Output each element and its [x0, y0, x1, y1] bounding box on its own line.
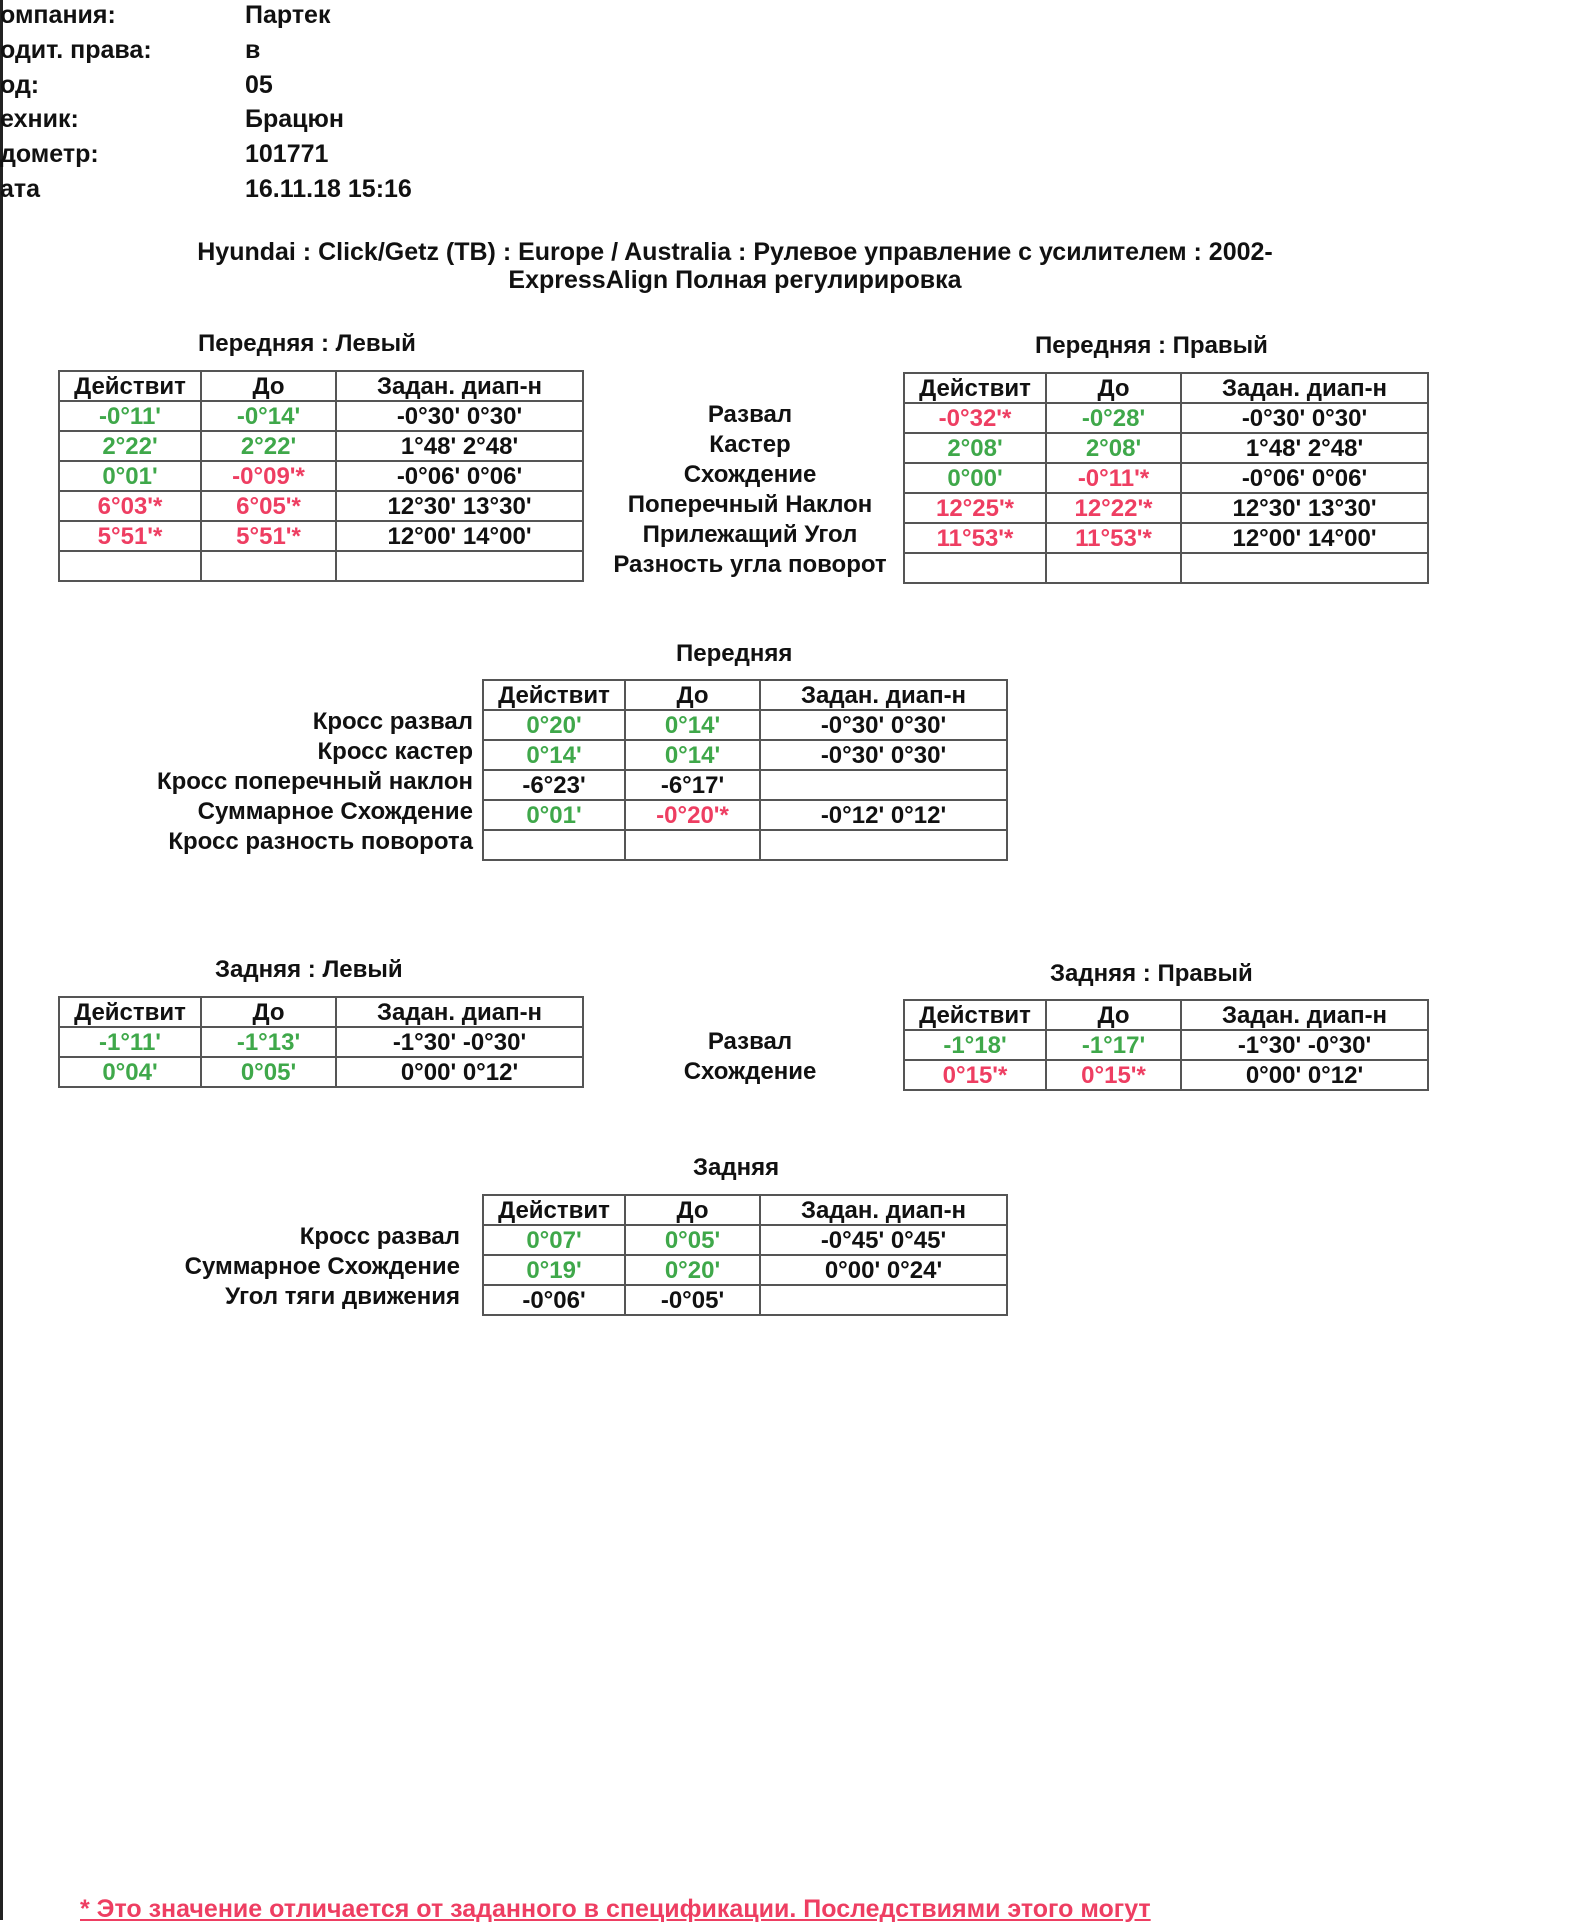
- before-value-cell: 0°15'*: [1046, 1060, 1181, 1090]
- header-label: дометр:: [0, 140, 99, 168]
- actual-value-cell: 11°53'*: [904, 523, 1046, 553]
- actual-value-cell: [483, 830, 625, 860]
- header-value: 05: [245, 71, 273, 99]
- actual-value-cell: -0°06': [483, 1285, 625, 1315]
- actual-value-cell: 0°00': [904, 463, 1046, 493]
- col-header-actual: Действит: [59, 997, 201, 1027]
- table-row: [59, 1057, 583, 1087]
- front-axle-labels: [80, 707, 473, 857]
- actual-value-cell: 5°51'*: [59, 521, 201, 551]
- table-row: [904, 463, 1428, 493]
- actual-value-cell: 12°25'*: [904, 493, 1046, 523]
- before-value-cell: -0°14': [201, 401, 336, 431]
- spec-range-cell: -1°30' -0°30': [336, 1027, 583, 1057]
- spec-range-cell: -0°12' 0°12': [760, 800, 1007, 830]
- spec-range-cell: [760, 1285, 1007, 1315]
- col-header-before: До: [1046, 1000, 1181, 1030]
- table-row: [904, 553, 1428, 583]
- rear-parameter-labels: [590, 1027, 910, 1087]
- col-header-actual: Действит: [904, 373, 1046, 403]
- before-value-cell: 5°51'*: [201, 521, 336, 551]
- actual-value-cell: 2°08': [904, 433, 1046, 463]
- before-value-cell: [625, 830, 760, 860]
- spec-range-cell: 0°00' 0°12': [1181, 1060, 1428, 1090]
- parameter-label: Кросс развал: [299, 1223, 460, 1250]
- table-row: [59, 431, 583, 461]
- col-header-spec: Задан. диап-н: [760, 1195, 1007, 1225]
- table-header-row: [483, 680, 1007, 710]
- spec-range-cell: 12°30' 13°30': [1181, 493, 1428, 523]
- parameter-label: Суммарное Схождение: [197, 798, 473, 825]
- before-value-cell: -0°05': [625, 1285, 760, 1315]
- parameter-label: Угол тяги движения: [225, 1283, 460, 1310]
- actual-value-cell: 0°04': [59, 1057, 201, 1087]
- actual-value-cell: -0°32'*: [904, 403, 1046, 433]
- parameter-label: Развал: [707, 1028, 793, 1055]
- header-label: омпания:: [0, 1, 116, 29]
- parameter-label: Кастер: [709, 431, 791, 458]
- parameter-label: Схождение: [683, 1058, 817, 1085]
- parameter-label: Схождение: [683, 461, 817, 488]
- header-label: ехник:: [0, 105, 79, 133]
- parameter-label: Суммарное Схождение: [184, 1253, 460, 1280]
- before-value-cell: [201, 551, 336, 581]
- parameter-label: Кросс разность поворота: [168, 828, 473, 855]
- spec-range-cell: 0°00' 0°12': [336, 1057, 583, 1087]
- spec-range-cell: -0°45' 0°45': [760, 1225, 1007, 1255]
- spec-range-cell: [760, 830, 1007, 860]
- before-value-cell: -1°17': [1046, 1030, 1181, 1060]
- actual-value-cell: -1°11': [59, 1027, 201, 1057]
- rear-axle-title: Задняя: [693, 1154, 780, 1181]
- table-header-row: [59, 371, 583, 401]
- rear-axle-table: [482, 1194, 1008, 1316]
- actual-value-cell: 0°20': [483, 710, 625, 740]
- actual-value-cell: 0°01': [59, 461, 201, 491]
- parameter-label: Прилежащий Угол: [642, 521, 858, 548]
- before-value-cell: 0°14': [625, 740, 760, 770]
- table-header-row: [904, 373, 1428, 403]
- footnote-text: * Это значение отличается от заданного в спецификации. Последствиями этого могут: [80, 1895, 1151, 1923]
- actual-value-cell: 0°14': [483, 740, 625, 770]
- actual-value-cell: 2°22': [59, 431, 201, 461]
- before-value-cell: 6°05'*: [201, 491, 336, 521]
- actual-value-cell: 0°07': [483, 1225, 625, 1255]
- col-header-spec: Задан. диап-н: [336, 371, 583, 401]
- table-row: [59, 461, 583, 491]
- before-value-cell: -0°11'*: [1046, 463, 1181, 493]
- parameter-label: Кросс кастер: [317, 738, 473, 765]
- spec-range-cell: 12°30' 13°30': [336, 491, 583, 521]
- col-header-before: До: [201, 371, 336, 401]
- col-header-before: До: [625, 1195, 760, 1225]
- spec-range-cell: -0°30' 0°30': [336, 401, 583, 431]
- before-value-cell: 2°22': [201, 431, 336, 461]
- spec-range-cell: 12°00' 14°00': [336, 521, 583, 551]
- col-header-before: До: [201, 997, 336, 1027]
- col-header-actual: Действит: [904, 1000, 1046, 1030]
- table-row: [59, 401, 583, 431]
- front-right-title: Передняя : Правый: [1035, 332, 1268, 359]
- table-row: [59, 551, 583, 581]
- actual-value-cell: 0°01': [483, 800, 625, 830]
- rear-right-table: [903, 999, 1429, 1091]
- header-label: ата: [0, 175, 41, 203]
- before-value-cell: 0°14': [625, 710, 760, 740]
- spec-range-cell: -0°06' 0°06': [336, 461, 583, 491]
- before-value-cell: -0°09'*: [201, 461, 336, 491]
- before-value-cell: 0°05': [201, 1057, 336, 1087]
- spec-range-cell: -0°30' 0°30': [760, 740, 1007, 770]
- col-header-spec: Задан. диап-н: [1181, 1000, 1428, 1030]
- header-value: 16.11.18 15:16: [245, 175, 412, 203]
- spec-range-cell: -1°30' -0°30': [1181, 1030, 1428, 1060]
- front-left-table: [58, 370, 584, 582]
- col-header-spec: Задан. диап-н: [336, 997, 583, 1027]
- spec-range-cell: [760, 770, 1007, 800]
- parameter-label: Кросс поперечный наклон: [156, 768, 473, 795]
- before-value-cell: -6°17': [625, 770, 760, 800]
- rear-left-table: [58, 996, 584, 1088]
- spec-range-cell: 0°00' 0°24': [760, 1255, 1007, 1285]
- table-row: [483, 710, 1007, 740]
- rear-left-title: Задняя : Левый: [215, 956, 403, 983]
- front-right-table: [903, 372, 1429, 584]
- spec-range-cell: [336, 551, 583, 581]
- spec-range-cell: -0°30' 0°30': [1181, 403, 1428, 433]
- front-left-title: Передняя : Левый: [198, 330, 416, 357]
- header-label: одит. права:: [0, 36, 152, 64]
- table-row: [483, 800, 1007, 830]
- front-axle-title: Передняя: [676, 640, 793, 667]
- col-header-spec: Задан. диап-н: [760, 680, 1007, 710]
- front-parameter-labels: [590, 400, 910, 580]
- vehicle-title: Hyundai : Click/Getz (TB) : Europe / Australia : Рулевое управление с усилителем : 2002-: [197, 238, 1273, 266]
- table-row: [483, 1225, 1007, 1255]
- parameter-label: Разность угла поворот: [613, 551, 887, 578]
- table-row: [904, 523, 1428, 553]
- header-value: в: [245, 36, 261, 64]
- table-row: [904, 403, 1428, 433]
- parameter-label: Кросс развал: [312, 708, 473, 735]
- before-value-cell: 12°22'*: [1046, 493, 1181, 523]
- table-row: [483, 770, 1007, 800]
- before-value-cell: 0°05': [625, 1225, 760, 1255]
- table-row: [59, 1027, 583, 1057]
- spec-range-cell: [1181, 553, 1428, 583]
- header-value: Партек: [245, 1, 331, 29]
- table-row: [904, 433, 1428, 463]
- table-row: [483, 740, 1007, 770]
- table-row: [59, 521, 583, 551]
- table-row: [483, 830, 1007, 860]
- spec-range-cell: 1°48' 2°48': [1181, 433, 1428, 463]
- actual-value-cell: -6°23': [483, 770, 625, 800]
- col-header-before: До: [1046, 373, 1181, 403]
- col-header-actual: Действит: [59, 371, 201, 401]
- col-header-before: До: [625, 680, 760, 710]
- col-header-actual: Действит: [483, 1195, 625, 1225]
- col-header-actual: Действит: [483, 680, 625, 710]
- table-row: [904, 1030, 1428, 1060]
- table-header-row: [904, 1000, 1428, 1030]
- before-value-cell: -1°13': [201, 1027, 336, 1057]
- before-value-cell: -0°20'*: [625, 800, 760, 830]
- actual-value-cell: [904, 553, 1046, 583]
- actual-value-cell: -0°11': [59, 401, 201, 431]
- actual-value-cell: 6°03'*: [59, 491, 201, 521]
- spec-range-cell: -0°06' 0°06': [1181, 463, 1428, 493]
- parameter-label: Развал: [707, 401, 793, 428]
- spec-range-cell: 1°48' 2°48': [336, 431, 583, 461]
- table-row: [904, 1060, 1428, 1090]
- actual-value-cell: -1°18': [904, 1030, 1046, 1060]
- spec-range-cell: 12°00' 14°00': [1181, 523, 1428, 553]
- actual-value-cell: 0°19': [483, 1255, 625, 1285]
- before-value-cell: 0°20': [625, 1255, 760, 1285]
- rear-right-title: Задняя : Правый: [1050, 960, 1253, 987]
- rear-axle-labels: [80, 1222, 460, 1312]
- parameter-label: Поперечный Наклон: [627, 491, 873, 518]
- table-header-row: [483, 1195, 1007, 1225]
- header-value: Брацюн: [245, 105, 344, 133]
- table-row: [483, 1285, 1007, 1315]
- table-row: [59, 491, 583, 521]
- before-value-cell: 11°53'*: [1046, 523, 1181, 553]
- actual-value-cell: [59, 551, 201, 581]
- table-row: [904, 493, 1428, 523]
- before-value-cell: [1046, 553, 1181, 583]
- procedure-title: ExpressAlign Полная регулирировка: [508, 266, 962, 294]
- table-header-row: [59, 997, 583, 1027]
- header-value: 101771: [245, 140, 329, 168]
- col-header-spec: Задан. диап-н: [1181, 373, 1428, 403]
- table-row: [483, 1255, 1007, 1285]
- actual-value-cell: 0°15'*: [904, 1060, 1046, 1090]
- spec-range-cell: -0°30' 0°30': [760, 710, 1007, 740]
- header-label: од:: [0, 71, 40, 99]
- front-axle-table: [482, 679, 1008, 861]
- before-value-cell: 2°08': [1046, 433, 1181, 463]
- before-value-cell: -0°28': [1046, 403, 1181, 433]
